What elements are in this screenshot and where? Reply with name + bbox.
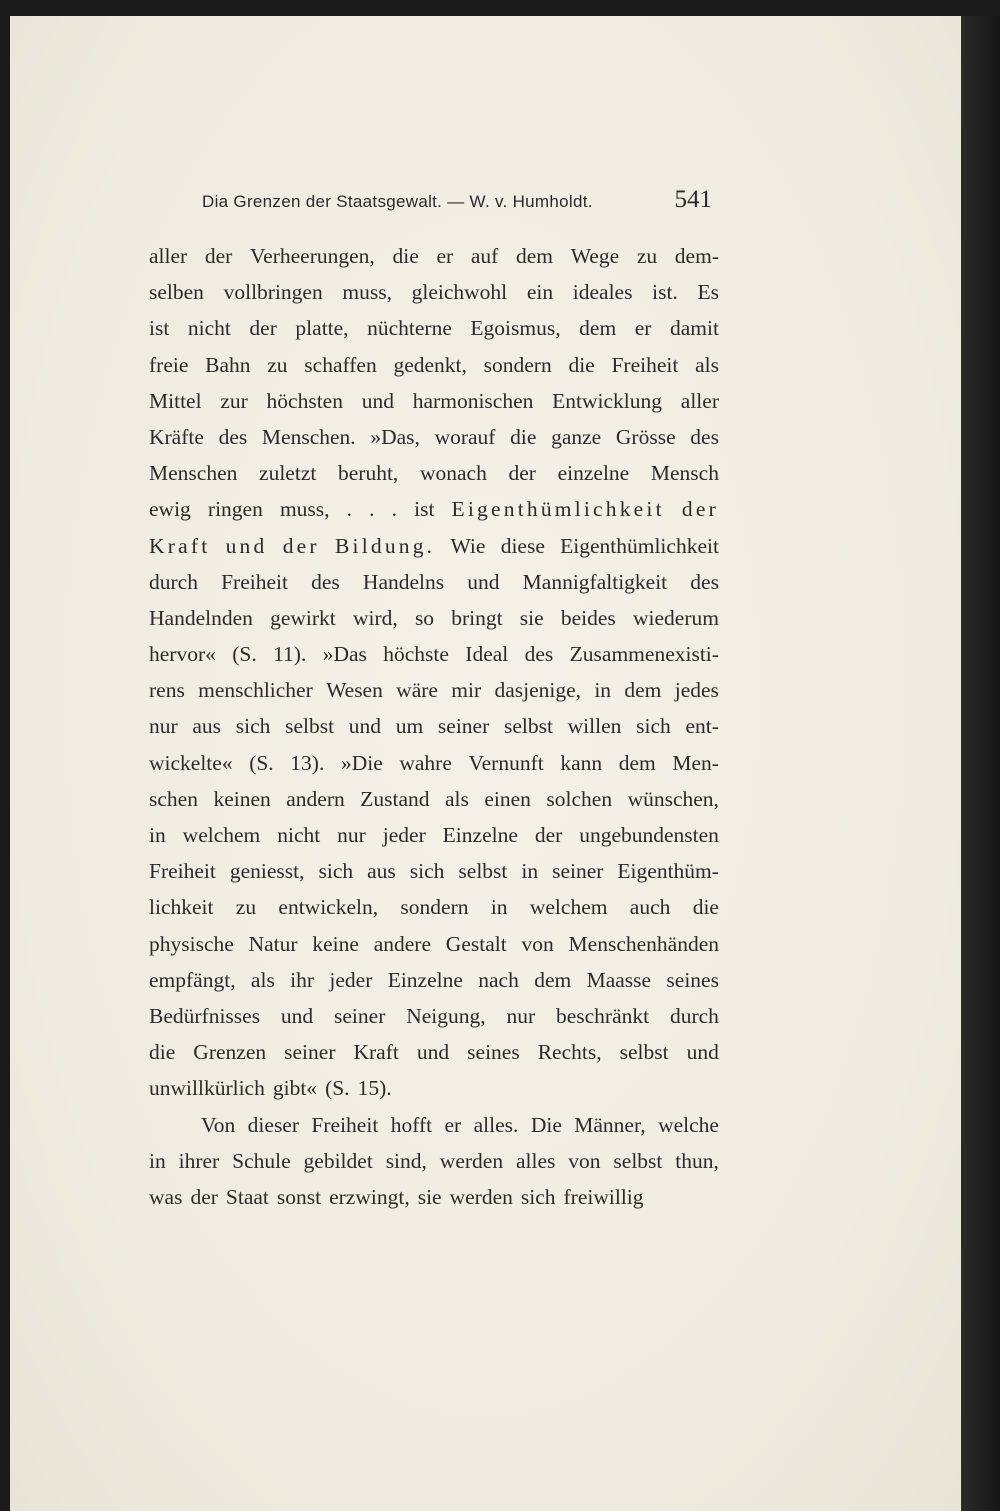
text-line: durch Freiheit des Handelns und Mannigfaltigkeit des [149,569,719,594]
text-line: Von dieser Freiheit hofft er alles. Die Männer, welche [201,1112,719,1137]
text-line: selben vollbringen muss, gleichwohl ein ideales ist. Es [149,280,719,305]
text-line: physische Natur keine andere Gestalt von Menschenhänden [149,931,719,956]
text-line: Mittel zur höchsten und harmonischen Entwicklung aller [149,388,719,413]
text-line: in ihrer Schule gebildet sind, werden alles von selbst thun, [149,1148,719,1173]
text-line: schen keinen andern Zustand als einen solchen wünschen, [149,786,719,811]
page-number: 541 [674,186,712,213]
text-line: was der Staat sonst erzwingt, sie werden sich freiwillig [149,1184,644,1209]
text-line: Menschen zuletzt beruht, wonach der einzelne Mensch [149,461,719,486]
body-text [149,238,719,1215]
text-line: Freiheit geniesst, sich aus sich selbst in seiner Eigenthüm- [149,859,719,884]
paragraph [149,238,719,1107]
text-line: empfängt, als ihr jeder Einzelne nach dem Maasse seines [149,967,719,992]
text-line: lichkeit zu entwickeln, sondern in welchem auch die [149,895,719,920]
text-line: hervor« (S. 11). »Das höchste Ideal des Zusammenexisti- [149,642,719,667]
text-line: ewig ringen muss, . . . ist Eigenthümlichkeit der [149,497,719,522]
paragraph [149,1107,719,1216]
text-line: nur aus sich selbst und um seiner selbst willen sich ent- [149,714,719,739]
text-line: aller der Verheerungen, die er auf dem Wege zu dem- [149,244,719,268]
text-line: in welchem nicht nur jeder Einzelne der ungebundensten [149,823,719,847]
text-line: Handelnden gewirkt wird, so bringt sie beides wiederum [149,605,719,630]
text-line: freie Bahn zu schaffen gedenkt, sondern die Freiheit als [149,352,719,377]
text-line: ist nicht der platte, nüchterne Egoismus, dem er damit [149,316,719,341]
text-line: Bedürfnisses und seiner Neigung, nur beschränkt durch [149,1003,719,1028]
text-line: Kraft und der Bildung. Wie diese Eigenthümlichkeit [149,533,719,558]
text-line: die Grenzen seiner Kraft und seines Rechts, selbst und [149,1040,719,1065]
page-edge-shadow [961,16,1000,1511]
text-line: wickelte« (S. 13). »Die wahre Vernunft kann dem Men- [149,750,719,775]
running-title: Dia Grenzen der Staatsgewalt. — W. v. Humholdt. [202,192,593,211]
running-head [202,186,712,216]
text-line: unwillkürlich gibt« (S. 15). [149,1076,392,1101]
text-line: Kräfte des Menschen. »Das, worauf die ganze Grösse des [149,424,719,449]
text-line: rens menschlicher Wesen wäre mir dasjenige, in dem jedes [149,678,719,703]
